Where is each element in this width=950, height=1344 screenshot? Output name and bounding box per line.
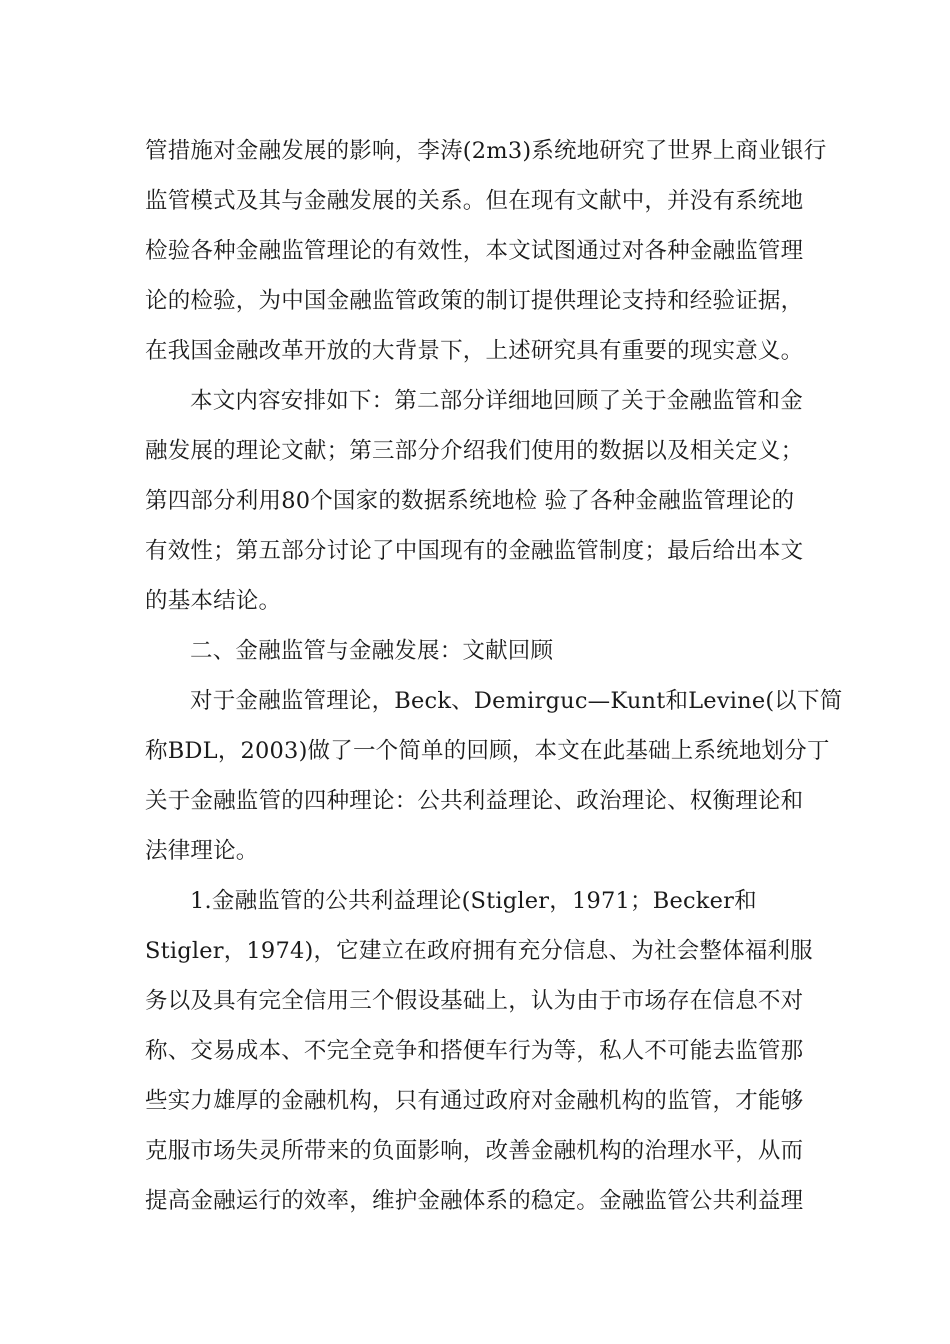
- text-line: 第四部分利用80个国家的数据系统地检 验了各种金融监管理论的: [145, 488, 795, 514]
- text-line: 称BDL，2003)做了一个简单的回顾，本文在此基础上系统地划分丁: [145, 738, 830, 764]
- text-line: 的基本结论。: [145, 588, 282, 614]
- text-line: 检验各种金融监管理论的有效性，本文试图通过对各种金融监管理: [145, 238, 804, 264]
- text-line: 法律理论。: [145, 838, 259, 864]
- text-line: 有效性；第五部分讨论了中国现有的金融监管制度；最后给出本文: [145, 538, 804, 564]
- text-line: 1.金融监管的公共利益理论(Stigler，1971；Becker和: [190, 888, 757, 914]
- text-line: 提高金融运行的效率，维护金融体系的稳定。金融监管公共利益理: [145, 1188, 804, 1214]
- text-line: 论的检验，为中国金融监管政策的制订提供理论支持和经验证据，: [145, 288, 804, 314]
- text-line: 对于金融监管理论，Beck、Demirguc—Kunt和Levine(以下简: [190, 688, 843, 714]
- text-line: 管措施对金融发展的影响，李涛(2m3)系统地研究了世界上商业银行: [145, 138, 827, 164]
- text-line: 融发展的理论文献；第三部分介绍我们使用的数据以及相关定义；: [145, 438, 804, 464]
- text-line: 些实力雄厚的金融机构，只有通过政府对金融机构的监管，才能够: [145, 1088, 804, 1114]
- text-line: 关于金融监管的四种理论：公共利益理论、政治理论、权衡理论和: [145, 788, 804, 814]
- text-line: 本文内容安排如下：第二部分详细地回顾了关于金融监管和金: [190, 388, 803, 414]
- text-line: Stigler，1974)，它建立在政府拥有充分信息、为社会整体福利服: [145, 938, 813, 964]
- section-heading: 二、金融监管与金融发展：文献回顾: [190, 638, 554, 664]
- text-line: 在我国金融改革开放的大背景下，上述研究具有重要的现实意义。: [145, 338, 804, 364]
- text-line: 监管模式及其与金融发展的关系。但在现有文献中，并没有系统地: [145, 188, 804, 214]
- text-line: 称、交易成本、不完全竞争和搭便车行为等，私人不可能去监管那: [145, 1038, 804, 1064]
- text-line: 克服市场失灵所带来的负面影响，改善金融机构的治理水平，从而: [145, 1138, 804, 1164]
- text-line: 务以及具有完全信用三个假设基础上，认为由于市场存在信息不对: [145, 988, 804, 1014]
